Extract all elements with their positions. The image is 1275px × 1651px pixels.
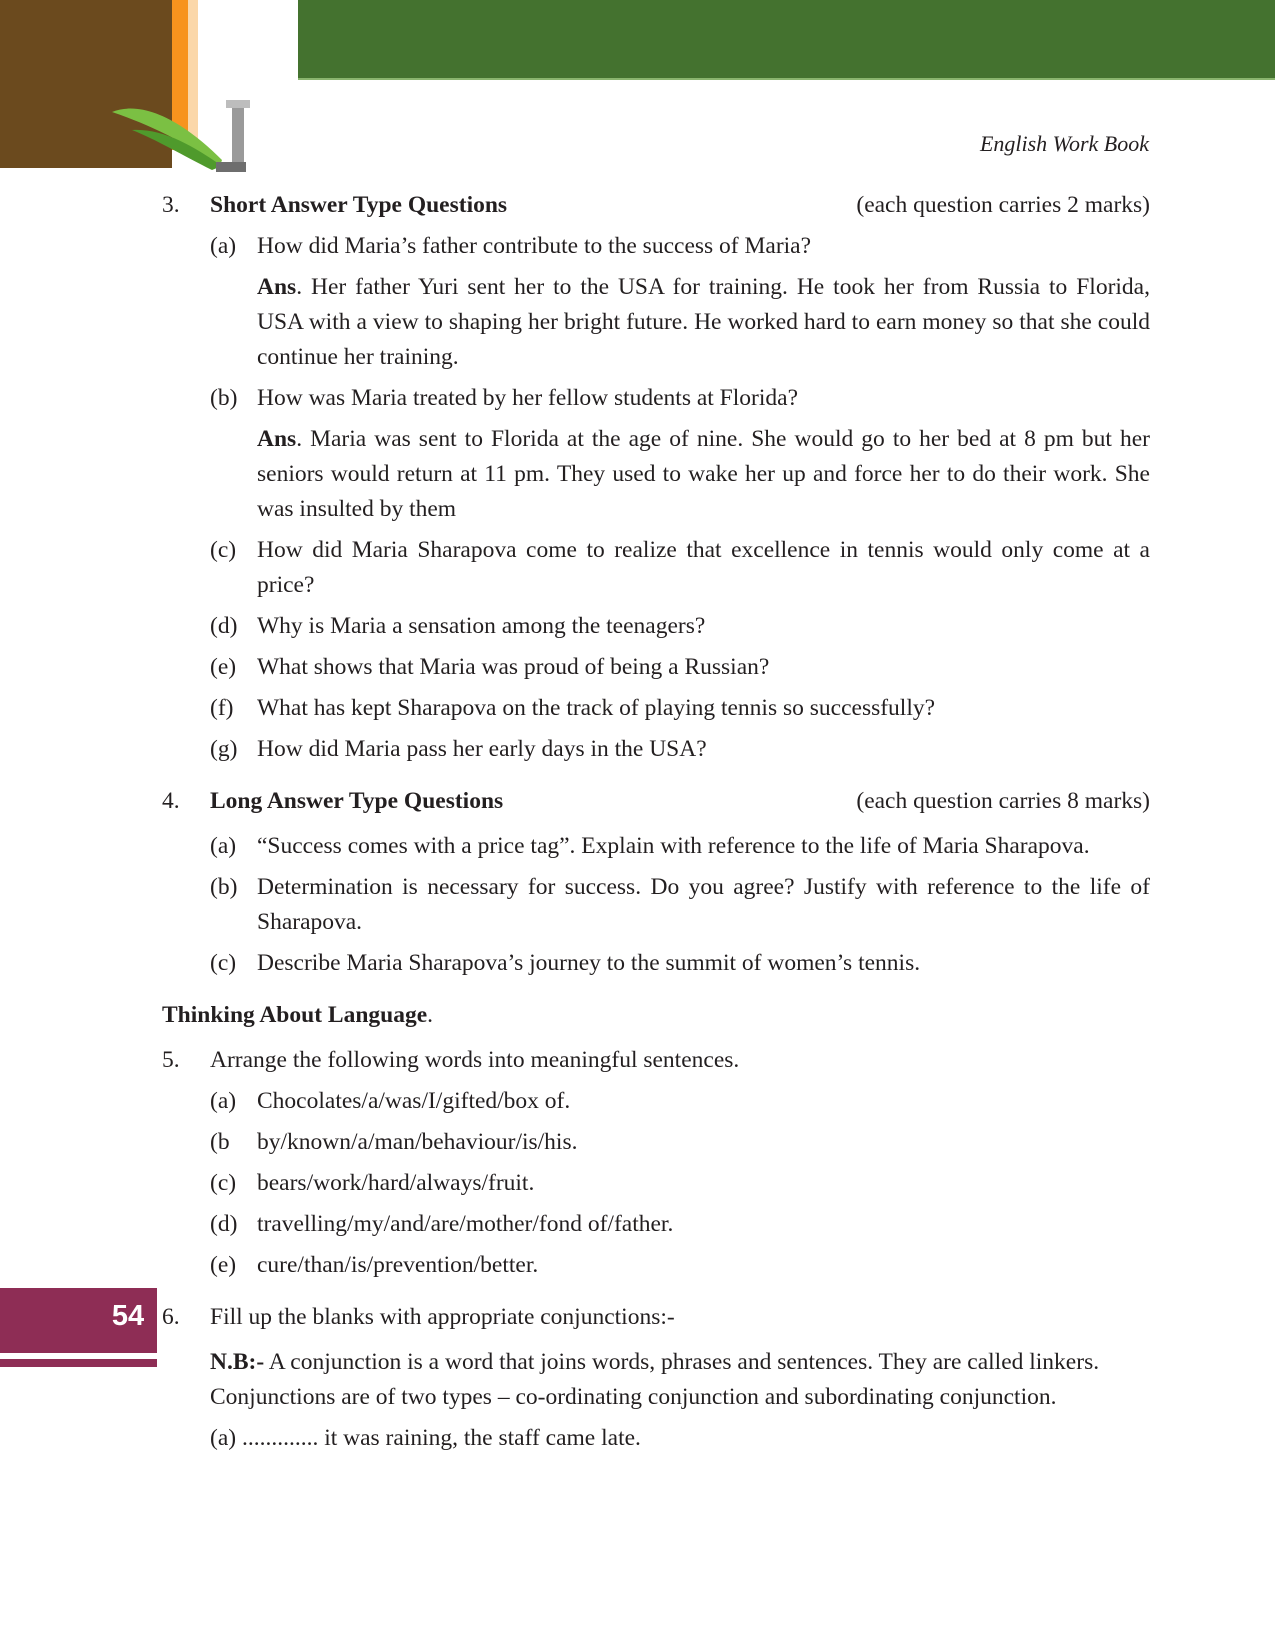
- exercise-text: cure/than/is/prevention/better.: [257, 1252, 539, 1278]
- exercise-item: [210, 1125, 1150, 1160]
- exercise-label: (a): [210, 1088, 237, 1114]
- fill-blank-item: (a) ............. it was raining, the staff came late.: [210, 1425, 641, 1451]
- question-item: [210, 870, 1150, 940]
- section-marks: (each question carries 2 marks): [856, 192, 1150, 218]
- page-number: 54: [111, 1300, 145, 1332]
- exercise-label: (c): [210, 1170, 237, 1196]
- question-item: [210, 691, 1150, 726]
- note-text: A conjunction is a word that joins words, phrases and sentences. They are called linkers. Conjunctions are of two types – co-ordinating conjunction and subordinating conjunction.: [210, 1349, 1100, 1410]
- section-heading: [162, 784, 1150, 819]
- exercise-item: [210, 1084, 1150, 1119]
- question-label: (f): [210, 695, 234, 721]
- exercise-text: bears/work/hard/always/fruit.: [257, 1170, 535, 1196]
- exercise-item: [210, 1248, 1150, 1283]
- answer-paragraph: [257, 422, 1150, 527]
- question-item: [210, 381, 1150, 416]
- book-title: English Work Book: [979, 131, 1149, 156]
- question-text: How did Maria Sharapova come to realize that excellence in tennis would only come at a price?: [257, 537, 1150, 598]
- question-label: (a): [210, 233, 237, 259]
- exercise-text: Chocolates/a/was/I/gifted/box of.: [257, 1088, 571, 1114]
- section-heading: [162, 1043, 1150, 1078]
- page-content: [162, 188, 1150, 1456]
- header-green-band: [298, 0, 1275, 78]
- section-number: 3.: [162, 192, 180, 218]
- question-text: How did Maria’s father contribute to the success of Maria?: [257, 233, 812, 259]
- exercise-label: (d): [210, 1211, 238, 1237]
- question-text: How was Maria treated by her fellow students at Florida?: [257, 385, 798, 411]
- question-item: [210, 946, 1150, 981]
- answer-paragraph: [257, 270, 1150, 375]
- exercise-item: [210, 1207, 1150, 1242]
- question-text: Describe Maria Sharapova’s journey to the summit of women’s tennis.: [257, 950, 921, 976]
- section-instruction: Fill up the blanks with appropriate conjunctions:-: [210, 1304, 675, 1330]
- header-green-line: [298, 78, 1275, 80]
- answer-text: . Her father Yuri sent her to the USA for training. He took her from Russia to Florida, USA with a view to shaping her bright future. He worked hard to earn money so that she could continue her training.: [257, 274, 1150, 370]
- question-text: Why is Maria a sensation among the teenagers?: [257, 613, 706, 639]
- note-paragraph: [210, 1345, 1150, 1415]
- question-text: “Success comes with a price tag”. Explain with reference to the life of Maria Sharapova.: [257, 833, 1090, 859]
- question-text: What shows that Maria was proud of being a Russian?: [257, 654, 770, 680]
- note-label: N.B:-: [210, 1349, 265, 1375]
- question-text: What has kept Sharapova on the track of playing tennis so successfully?: [257, 695, 936, 721]
- question-item: [210, 732, 1150, 767]
- question-label: (e): [210, 654, 237, 680]
- exercise-text: travelling/my/and/are/mother/fond of/father.: [257, 1211, 674, 1237]
- section-heading: [162, 188, 1150, 223]
- thinking-suffix: .: [427, 1002, 434, 1028]
- question-label: (b): [210, 385, 238, 411]
- section-instruction: Arrange the following words into meaningful sentences.: [210, 1047, 740, 1073]
- section-heading: [162, 1300, 1150, 1335]
- question-label: (c): [210, 537, 237, 563]
- leaf-sprout-icon: [112, 100, 252, 180]
- exercise-label: (b: [210, 1129, 230, 1155]
- section-number: 6.: [162, 1304, 180, 1330]
- question-label: (d): [210, 613, 238, 639]
- question-item: [210, 829, 1150, 864]
- answer-label: Ans: [257, 274, 297, 300]
- question-label: (g): [210, 736, 238, 762]
- question-label: (b): [210, 874, 238, 900]
- question-item: [210, 533, 1150, 603]
- exercise-item: [210, 1166, 1150, 1201]
- answer-text: . Maria was sent to Florida at the age of nine. She would go to her bed at 8 pm but her seniors would return at 11 pm. They used to wake her up and force her to do their work. She was insulted by them: [257, 426, 1150, 522]
- section-number: 4.: [162, 788, 180, 814]
- question-text: How did Maria pass her early days in the USA?: [257, 736, 707, 762]
- section-title: Long Answer Type Questions: [210, 788, 504, 814]
- exercise-label: (e): [210, 1252, 237, 1278]
- exercise-text: by/known/a/man/behaviour/is/his.: [257, 1129, 578, 1155]
- question-item: [210, 609, 1150, 644]
- question-label: (a): [210, 833, 237, 859]
- page-tab-underline: [0, 1359, 157, 1367]
- question-label: (c): [210, 950, 237, 976]
- question-item: [210, 229, 1150, 264]
- thinking-heading: [162, 998, 1150, 1033]
- section-marks: (each question carries 8 marks): [856, 788, 1150, 814]
- question-item: [210, 650, 1150, 685]
- question-text: Determination is necessary for success. Do you agree? Justify with reference to the life of Sharapova.: [257, 874, 1150, 935]
- section-number: 5.: [162, 1047, 180, 1073]
- thinking-title: Thinking About Language: [162, 1002, 428, 1028]
- section-title: Short Answer Type Questions: [210, 192, 508, 218]
- answer-label: Ans: [257, 426, 297, 452]
